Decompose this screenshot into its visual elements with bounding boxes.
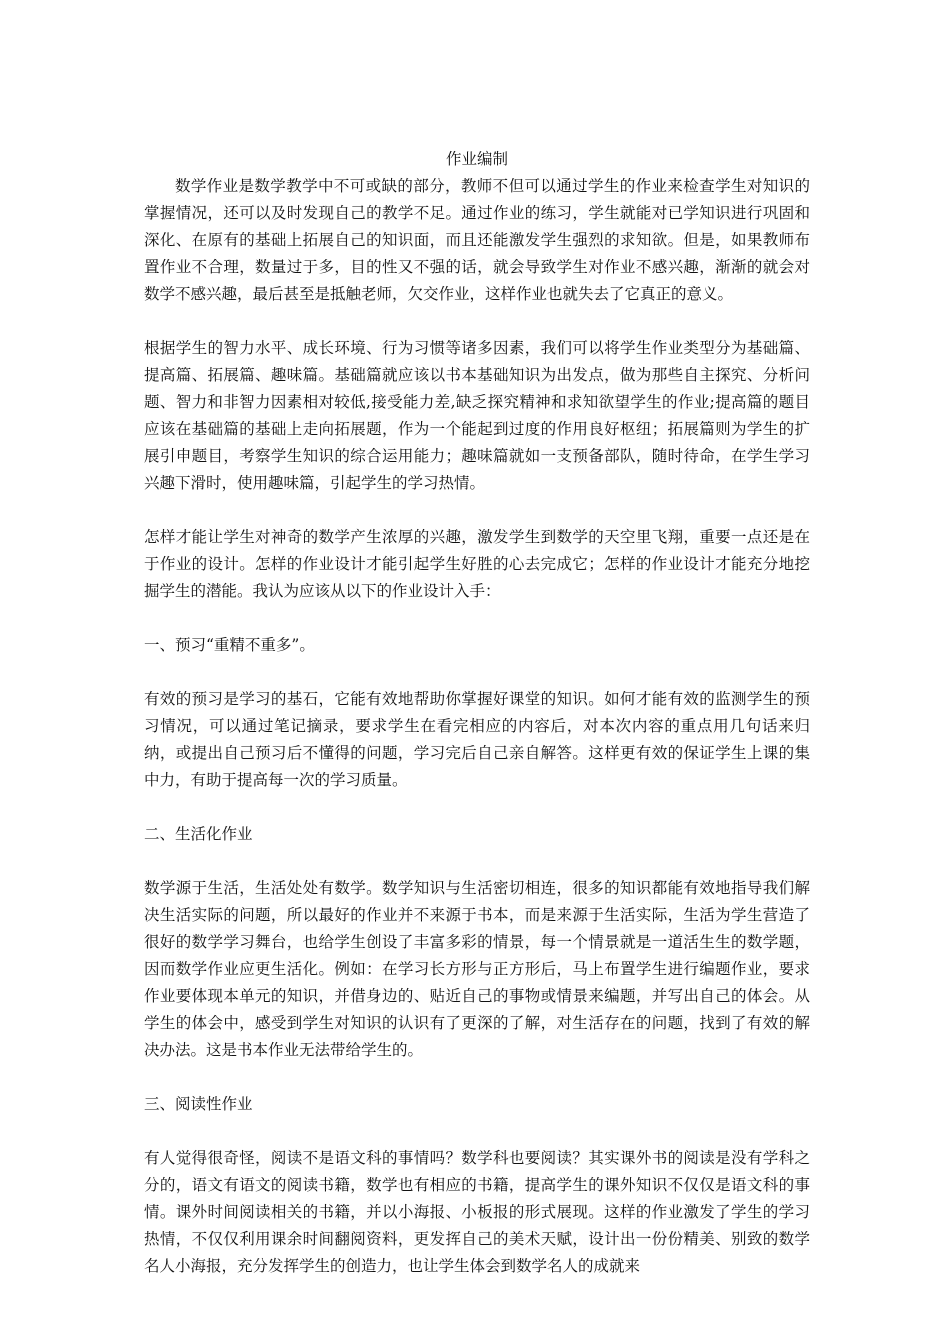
paragraph-preview: 有效的预习是学习的基石，它能有效地帮助你掌握好课堂的知识。如何才能有效的监测学生的预习情况，可以通过笔记摘录，要求学生在看完相应的内容后，对本次内容的重点用几句话来归纳，或提出自己预习后不懂得的问题，学习完后自己亲自解答。这样更有效的保证学生上课的集中力，有助于提高每一次的学习质量。 [144, 690, 810, 789]
paragraph-design: 怎样才能让学生对神奇的数学产生浓厚的兴趣，激发学生到数学的天空里飞翔，重要一点还是在于作业的设计。怎样的作业设计才能引起学生好胜的心去完成它；怎样的作业设计才能充分地挖掘学生的潜能。我认为应该从以下的作业设计入手： [144, 528, 810, 600]
document-page [144, 146, 810, 1280]
section-heading-preview: 一、预习“重精不重多”。 [144, 636, 315, 654]
document-title: 作业编制 [445, 150, 508, 168]
paragraph-reading: 有人觉得很奇怪，阅读不是语文科的事情吗？数学科也要阅读？其实课外书的阅读是没有学科之分的，语文有语文的阅读书籍，数学也有相应的书籍，提高学生的课外知识不仅仅是语文科的事情。课外时间阅读相关的书籍，并以小海报、小板报的形式展现。这样的作业激发了学生的学习热情，不仅仅利用课余时间翻阅资料，更发挥自己的美术天赋，设计出一份份精美、别致的数学名人小海报，充分发挥学生的创造力，也让学生体会到数学名人的成就来 [144, 1149, 810, 1275]
paragraph-life: 数学源于生活，生活处处有数学。数学知识与生活密切相连，很多的知识都能有效地指导我们解决生活实际的问题，所以最好的作业并不来源于书本，而是来源于生活实际，生活为学生营造了很好的数学学习舞台，也给学生创设了丰富多彩的情景，每一个情景就是一道活生生的数学题，因而数学作业应更生活化。例如：在学习长方形与正方形后，马上布置学生进行编题作业，要求作业要体现本单元的知识，并借身边的、贴近自己的事物或情景来编题，并写出自己的体会。从学生的体会中，感受到学生对知识的认识有了更深的了解，对生活存在的问题，找到了有效的解决办法。这是书本作业无法带给学生的。 [144, 879, 810, 1059]
section-heading-life: 二、生活化作业 [144, 825, 253, 843]
section-heading-reading: 三、阅读性作业 [144, 1095, 253, 1113]
paragraph-intro: 数学作业是数学教学中不可或缺的部分，教师不但可以通过学生的作业来检查学生对知识的掌握情况，还可以及时发现自己的教学不足。通过作业的练习，学生就能对已学知识进行巩固和深化、在原有的基础上拓展自己的知识面，而且还能激发学生强烈的求知欲。但是，如果教师布置作业不合理，数量过于多，目的性又不强的话，就会导致学生对作业不感兴趣，渐渐的就会对数学不感兴趣，最后甚至是抵触老师，欠交作业，这样作业也就失去了它真正的意义。 [144, 177, 810, 303]
paragraph-types: 根据学生的智力水平、成长环境、行为习惯等诸多因素，我们可以将学生作业类型分为基础篇、提高篇、拓展篇、趣味篇。基础篇就应该以书本基础知识为出发点，做为那些自主探究、分析问题、智力和非智力因素相对较低,接受能力差,缺乏探究精神和求知欲望学生的作业;提高篇的题目应该在基础篇的基础上走向拓展题，作为一个能起到过度的作用良好枢纽；拓展篇则为学生的扩展引申题目，考察学生知识的综合运用能力；趣味篇就如一支预备部队，随时待命，在学生学习兴趣下滑时，使用趣味篇，引起学生的学习热情。 [144, 339, 810, 492]
